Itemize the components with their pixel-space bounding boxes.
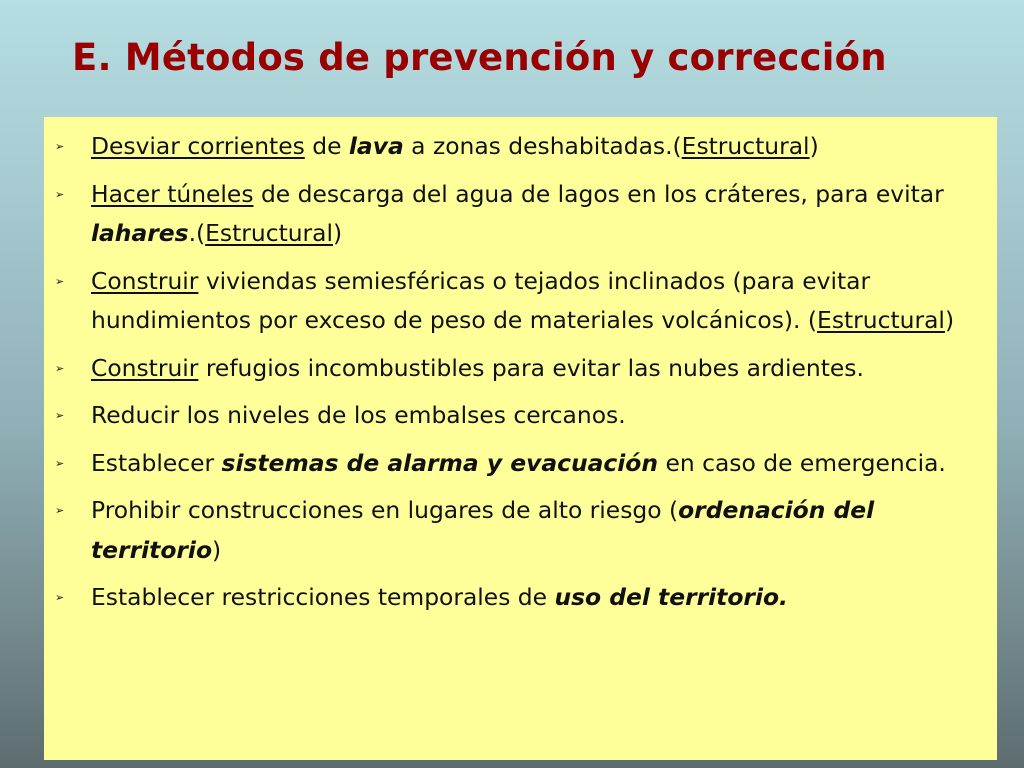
bullet-text: viviendas semiesféricas o tejados inclinados (para evitar hundimientos por exceso de peso de materiales volcánicos). ( <box>91 266 871 334</box>
bullet-text: de descarga del agua de lagos en los cráteres, para evitar <box>253 179 944 208</box>
bullet-text: Reducir los niveles de los embalses cercanos. <box>91 401 626 429</box>
bullet-text: Establecer <box>91 448 222 477</box>
bullet-item <box>44 444 997 484</box>
bullet-text: ) <box>212 535 222 564</box>
underlined-term: Construir <box>91 266 199 295</box>
underlined-term: Construir <box>91 353 199 382</box>
arrow-bullet-icon: ➢ <box>55 504 65 517</box>
bullet-text: refugios incombustibles para evitar las nubes ardientes. <box>198 353 864 382</box>
arrow-bullet-icon: ➢ <box>55 361 65 375</box>
emphasized-term: uso del territorio. <box>554 583 788 611</box>
underlined-term: Estructural <box>817 306 945 334</box>
emphasized-term: lahares <box>91 219 189 247</box>
underlined-term: Estructural <box>205 219 334 247</box>
bullet-text: .( <box>188 219 206 247</box>
content-box <box>44 117 997 760</box>
bullet-text: Prohibir construcciones en lugares de alto riesgo ( <box>91 496 679 524</box>
bullet-text: ) <box>944 306 955 334</box>
arrow-bullet-icon: ➢ <box>55 187 65 201</box>
underlined-term: Desviar corrientes <box>91 132 305 160</box>
bullet-text: ) <box>333 219 343 247</box>
bullet-text: a zonas deshabitadas.( <box>403 132 682 160</box>
emphasized-term: ordenación del territorio <box>91 496 875 564</box>
arrow-bullet-icon: ➢ <box>55 456 65 470</box>
bullet-text: en caso de emergencia. <box>658 448 946 477</box>
bullet-text: ) <box>809 132 819 160</box>
slide-title: E. Métodos de prevención y corrección <box>72 36 887 79</box>
underlined-term: Estructural <box>681 132 810 160</box>
arrow-bullet-icon: ➢ <box>55 591 65 604</box>
emphasized-term: lava <box>348 132 404 160</box>
arrow-bullet-icon: ➢ <box>55 140 65 153</box>
bullet-item <box>44 127 997 167</box>
emphasized-term: sistemas de alarma y evacuación <box>221 448 659 477</box>
bullet-item <box>44 578 997 618</box>
bullet-item <box>44 262 997 341</box>
bullet-text: Establecer restricciones temporales de <box>91 583 555 611</box>
bullet-item <box>44 396 997 436</box>
arrow-bullet-icon: ➢ <box>55 274 65 288</box>
bullet-item <box>44 491 997 570</box>
bullet-item <box>44 175 997 254</box>
bullet-list <box>44 127 997 626</box>
bullet-item <box>44 349 997 389</box>
underlined-term: Hacer túneles <box>91 179 254 208</box>
arrow-bullet-icon: ➢ <box>55 409 65 422</box>
bullet-text: de <box>304 132 349 160</box>
